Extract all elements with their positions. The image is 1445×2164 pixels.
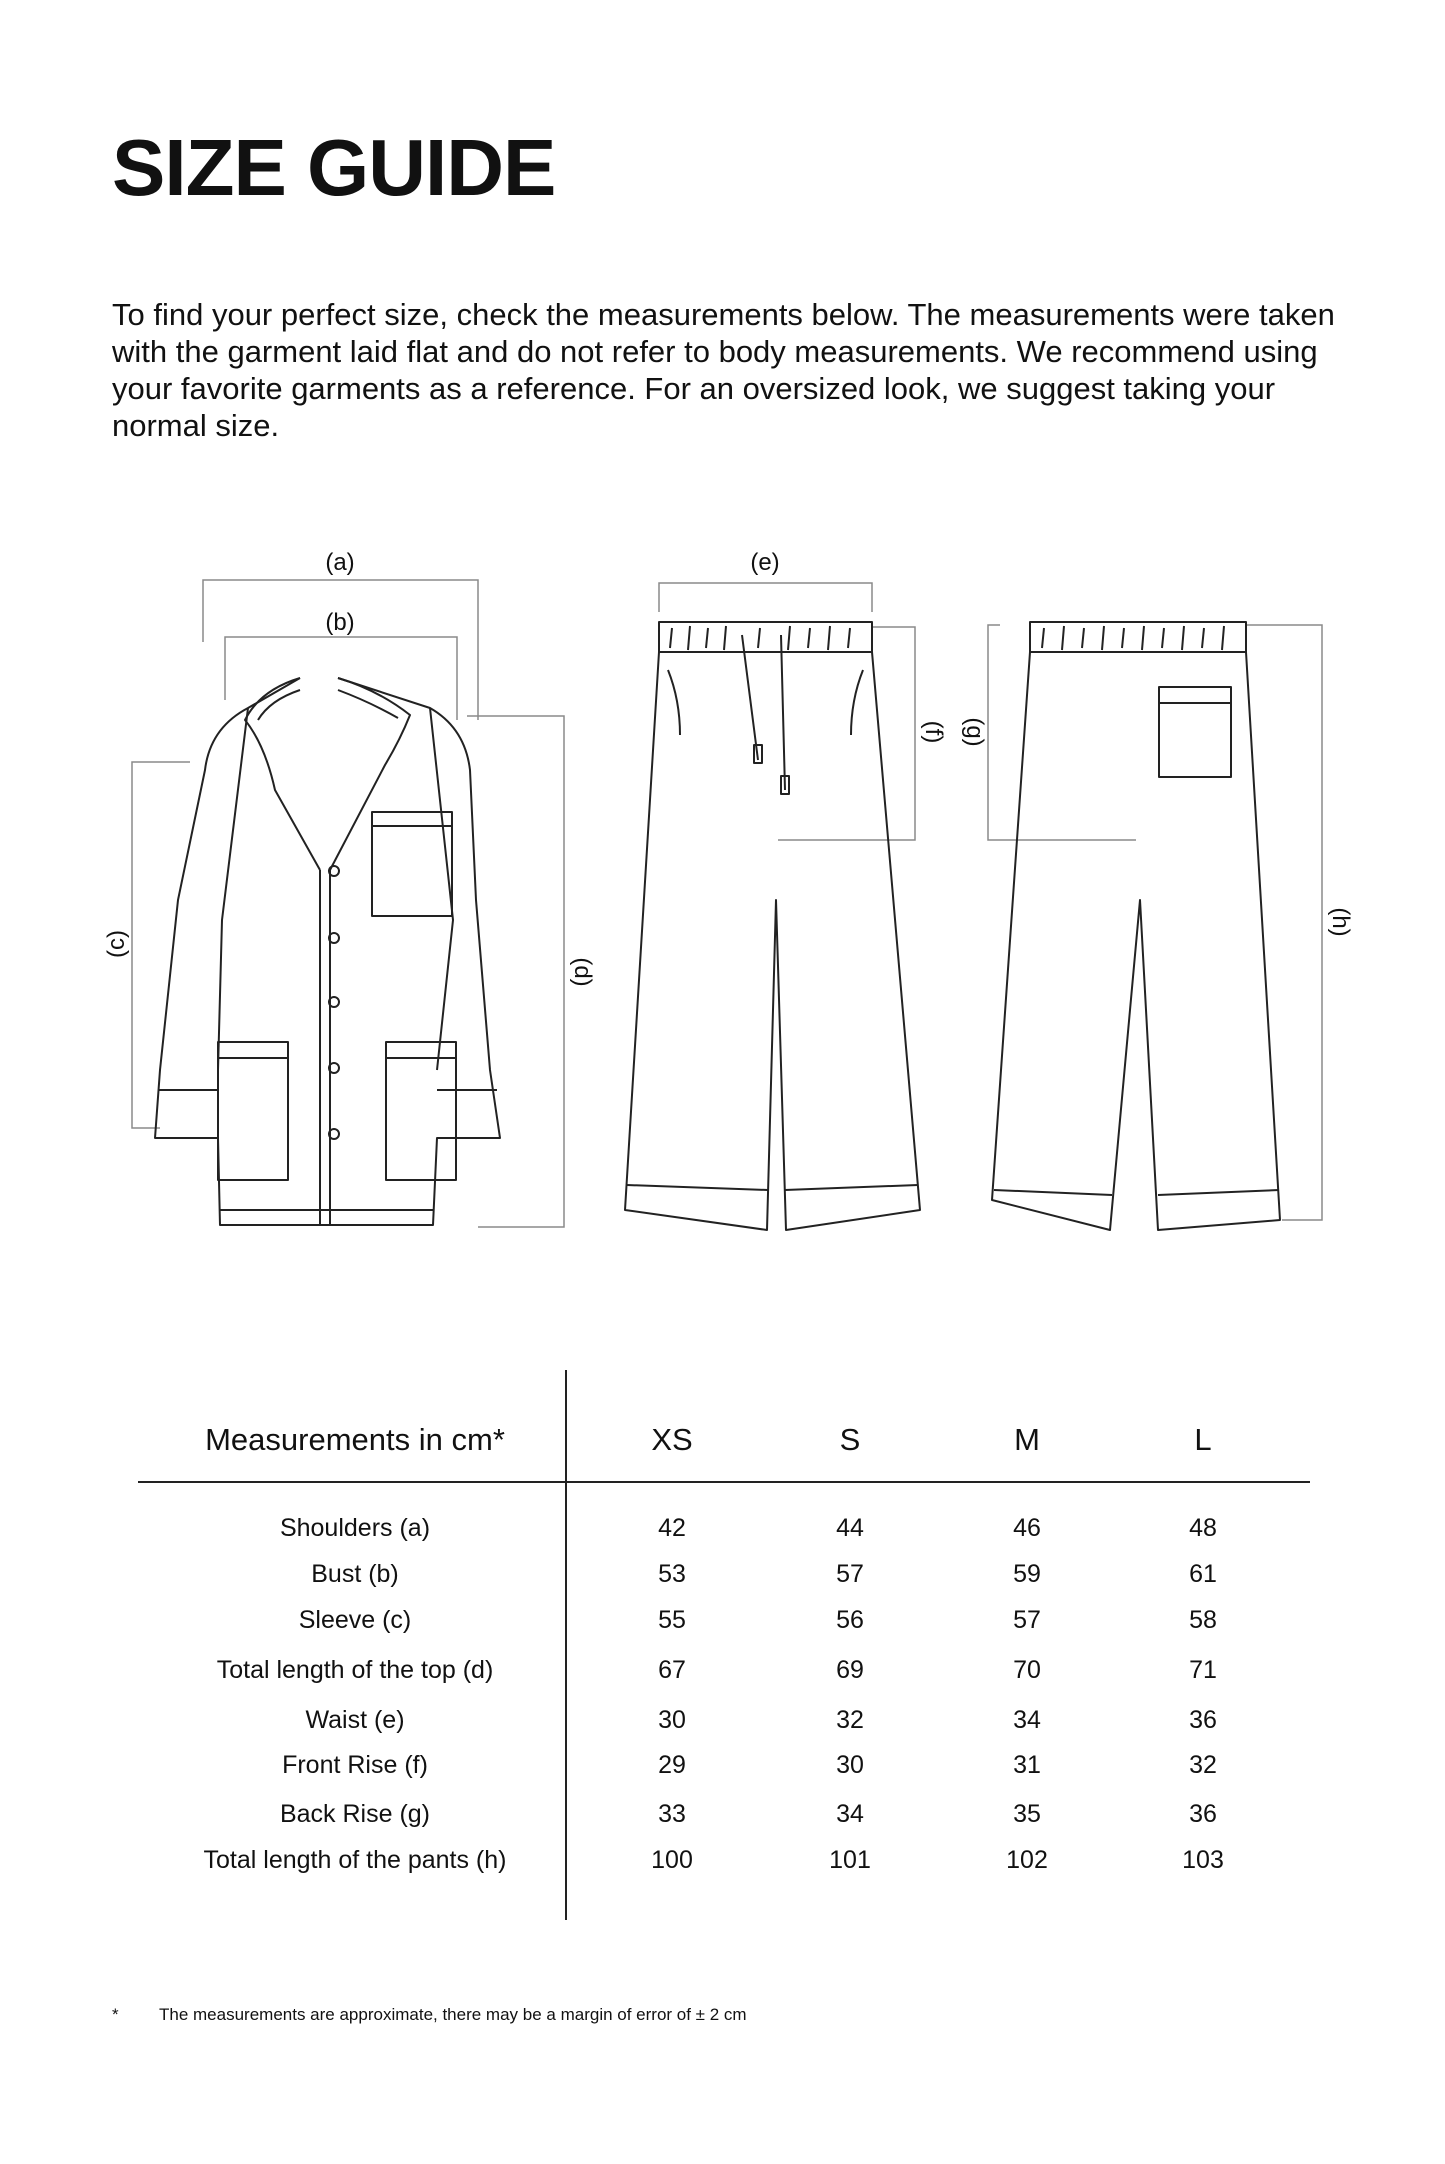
shirt-sleeve-left-line [218,708,248,1070]
row-value-s: 30 [836,1751,864,1779]
shirt-sleeve-right-line [430,708,453,1070]
table-row [0,1514,1445,1554]
pants-back-waistband-ruching [1042,626,1224,650]
row-label: Front Rise (f) [282,1751,428,1779]
table-row [0,1560,1445,1600]
shirt-collar-left [245,678,320,870]
row-label: Shoulders (a) [279,1514,431,1542]
row-value-l: 61 [1189,1560,1217,1588]
guide-f [778,627,915,840]
row-value-s: 69 [836,1656,864,1684]
row-value-m: 31 [1013,1751,1041,1779]
pants-front-outline [625,652,920,1230]
row-value-l: 32 [1189,1751,1217,1779]
guide-e [659,583,872,612]
row-value-m: 57 [1013,1606,1041,1634]
row-label: Sleeve (c) [298,1606,412,1634]
row-value-xs: 29 [658,1751,686,1779]
label-h: (h) [1327,907,1354,937]
pants-front-hems [627,1185,918,1190]
intro-paragraph: To find your perfect size, check the measurements below. The measurements were taken with the garment laid flat and do not refer to body measurements. We recommend using your favorite garments as a reference. For an oversized look, we suggest taking your normal size. [112,297,1335,443]
size-header-m: M [1014,1422,1040,1457]
label-b: (b) [325,609,355,636]
row-value-xs: 30 [658,1706,686,1734]
shirt-body [155,678,500,1225]
footnote-marker: * [112,2005,119,2024]
table-row [0,1656,1445,1696]
shirt-chest-pocket [372,812,452,916]
pants-back-pocket [1159,687,1231,777]
shirt-left-pocket [218,1042,288,1180]
table-row [0,1800,1445,1840]
row-value-l: 58 [1189,1606,1217,1634]
row-label: Total length of the top (d) [216,1656,494,1684]
label-c: (c) [103,930,130,958]
guide-c [132,762,190,1128]
row-value-l: 103 [1182,1846,1224,1874]
pants-front-pockets [668,670,863,735]
measurement-labels [103,549,1354,987]
table-row [0,1606,1445,1646]
page-title: SIZE GUIDE [112,123,556,212]
shirt-placket [320,870,330,1225]
guide-h [1246,625,1322,1220]
row-value-xs: 67 [658,1656,686,1684]
row-value-xs: 53 [658,1560,686,1588]
label-f: (f) [920,720,947,744]
measurement-guides [132,580,1322,1227]
row-value-l: 48 [1189,1514,1217,1542]
shirt-right-pocket [386,1042,456,1180]
table-header-label: Measurements in cm* [205,1422,505,1457]
row-value-l: 36 [1189,1800,1217,1828]
guide-a [203,580,478,720]
row-value-m: 70 [1013,1656,1041,1684]
guide-g [988,625,1136,840]
pants-front-drawing [625,622,920,1230]
row-value-xs: 33 [658,1800,686,1828]
row-value-l: 36 [1189,1706,1217,1734]
pants-front-drawstring [742,635,785,790]
row-value-m: 102 [1006,1846,1048,1874]
row-value-s: 44 [836,1514,864,1542]
label-g: (g) [961,717,988,747]
row-label: Bust (b) [311,1560,399,1588]
pants-back-hems [994,1190,1279,1195]
pants-front-waistband-ruching [670,626,850,650]
footnote-text: The measurements are approximate, there may be a margin of error of ± 2 cm [159,2005,747,2024]
row-value-xs: 55 [658,1606,686,1634]
label-a: (a) [325,549,355,576]
row-value-m: 59 [1013,1560,1041,1588]
garment-drawings [0,530,1445,1270]
size-header-s: S [839,1422,861,1457]
table-row [0,1751,1445,1791]
label-d: (d) [569,957,596,987]
row-value-m: 34 [1013,1706,1041,1734]
row-value-m: 46 [1013,1514,1041,1542]
table-horizontal-divider [138,1481,1310,1483]
table-row [0,1706,1445,1746]
row-value-s: 32 [836,1706,864,1734]
label-e: (e) [750,549,780,576]
row-label: Waist (e) [305,1706,405,1734]
pants-back-outline [992,652,1280,1230]
row-value-xs: 100 [651,1846,693,1874]
row-value-m: 35 [1013,1800,1041,1828]
size-header-xs: XS [651,1422,693,1457]
size-table [0,1370,1445,1930]
row-label: Total length of the pants (h) [203,1846,507,1874]
pants-back-drawing [992,622,1280,1230]
row-value-s: 56 [836,1606,864,1634]
garment-diagram [0,530,1445,1270]
row-value-s: 34 [836,1800,864,1828]
row-value-l: 71 [1189,1656,1217,1684]
row-value-xs: 42 [658,1514,686,1542]
row-label: Back Rise (g) [279,1800,431,1828]
row-value-s: 101 [829,1846,871,1874]
size-header-l: L [1194,1422,1212,1457]
shirt-drawing [155,678,500,1225]
shirt-collar-right [330,678,410,870]
row-value-s: 57 [836,1560,864,1588]
table-row [0,1846,1445,1886]
